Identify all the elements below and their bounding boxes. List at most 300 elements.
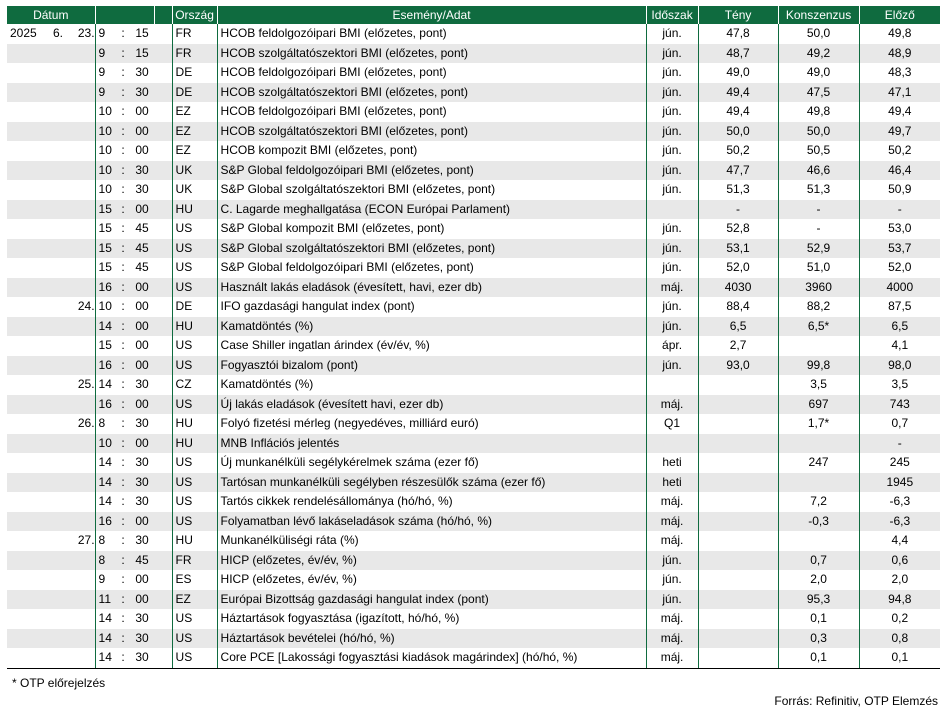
country-code: FR bbox=[172, 24, 217, 44]
actual-value: 53,1 bbox=[698, 239, 778, 259]
time-separator: : bbox=[121, 611, 125, 625]
spacer bbox=[154, 414, 172, 434]
date-month bbox=[45, 102, 71, 122]
time-minute: 00 bbox=[130, 512, 154, 532]
time-hour: 14 bbox=[95, 317, 116, 337]
header-orszag: Ország bbox=[172, 6, 217, 24]
time-separator: : bbox=[121, 182, 125, 196]
table-row bbox=[7, 395, 940, 415]
time-separator: : bbox=[116, 122, 130, 142]
previous-value: 0,6 bbox=[859, 551, 940, 571]
previous-value: 49,7 bbox=[859, 122, 940, 142]
period: jún. bbox=[646, 161, 698, 181]
date-year bbox=[7, 200, 45, 220]
previous-value: 50,2 bbox=[859, 141, 940, 161]
actual-value bbox=[698, 531, 778, 551]
period: Q1 bbox=[646, 414, 698, 434]
actual-value bbox=[698, 629, 778, 649]
time-hour: 8 bbox=[95, 414, 116, 434]
actual-value bbox=[698, 648, 778, 668]
actual-value: 88,4 bbox=[698, 297, 778, 317]
time-separator: : bbox=[116, 551, 130, 571]
time-separator: : bbox=[116, 317, 130, 337]
table-row bbox=[7, 590, 940, 610]
country-code: ES bbox=[172, 570, 217, 590]
country-code: US bbox=[172, 629, 217, 649]
date-month bbox=[45, 63, 71, 83]
previous-value: 4,4 bbox=[859, 531, 940, 551]
table-row bbox=[7, 278, 940, 298]
consensus-value bbox=[778, 434, 859, 454]
date-year bbox=[7, 414, 45, 434]
previous-value: 0,8 bbox=[859, 629, 940, 649]
country-code: HU bbox=[172, 200, 217, 220]
date-year bbox=[7, 590, 45, 610]
time-minute: 00 bbox=[130, 590, 154, 610]
date-month bbox=[45, 44, 71, 64]
date-year bbox=[7, 180, 45, 200]
event-name: HCOB szolgáltatószektori BMI (előzetes, pont) bbox=[217, 122, 646, 142]
time-separator: : bbox=[121, 299, 125, 313]
date-day: 24. bbox=[77, 299, 95, 313]
period: máj. bbox=[646, 395, 698, 415]
consensus-value: - bbox=[778, 219, 859, 239]
table-row bbox=[7, 648, 940, 668]
table-row bbox=[7, 492, 940, 512]
previous-value: 1945 bbox=[859, 473, 940, 493]
spacer bbox=[154, 83, 172, 103]
date-day bbox=[71, 200, 95, 220]
date-year bbox=[7, 161, 45, 181]
actual-value bbox=[698, 570, 778, 590]
period: jún. bbox=[646, 570, 698, 590]
country-code: US bbox=[172, 609, 217, 629]
event-name: S&P Global szolgáltatószektori BMI (előzetes, pont) bbox=[217, 239, 646, 259]
time-hour: 10 bbox=[95, 434, 116, 454]
time-separator: : bbox=[121, 572, 125, 586]
time-hour: 9 bbox=[95, 44, 116, 64]
spacer bbox=[154, 551, 172, 571]
event-name: Fogyasztói bizalom (pont) bbox=[217, 356, 646, 376]
spacer bbox=[154, 297, 172, 317]
actual-value: 47,7 bbox=[698, 161, 778, 181]
time-minute: 00 bbox=[130, 122, 154, 142]
date-day bbox=[71, 395, 95, 415]
date-year bbox=[7, 609, 45, 629]
period: jún. bbox=[646, 317, 698, 337]
time-hour: 9 bbox=[95, 24, 116, 44]
previous-value: 48,9 bbox=[859, 44, 940, 64]
date-year bbox=[7, 551, 45, 571]
time-hour: 9 bbox=[95, 63, 116, 83]
date-month bbox=[45, 492, 71, 512]
date-year bbox=[7, 297, 45, 317]
date-day bbox=[71, 590, 95, 610]
period: máj. bbox=[646, 512, 698, 532]
country-code: HU bbox=[172, 414, 217, 434]
time-minute: 30 bbox=[135, 455, 149, 469]
time-hour: 9 bbox=[95, 83, 116, 103]
country-code: US bbox=[172, 278, 217, 298]
date-day: 25. bbox=[77, 377, 95, 391]
time-minute: 00 bbox=[135, 104, 149, 118]
header-elozo: Előző bbox=[859, 6, 940, 24]
event-name: Új lakás eladások (évesített havi, ezer db) bbox=[217, 395, 646, 415]
table-row bbox=[7, 551, 940, 571]
consensus-value: 247 bbox=[778, 453, 859, 473]
table-row bbox=[7, 570, 940, 590]
country-code: DE bbox=[172, 83, 217, 103]
consensus-value: 50,0 bbox=[778, 24, 859, 44]
spacer bbox=[154, 434, 172, 454]
time-minute: 45 bbox=[130, 239, 154, 259]
previous-value: -6,3 bbox=[859, 512, 940, 532]
date-month bbox=[45, 297, 71, 317]
period: jún. bbox=[646, 297, 698, 317]
time-hour: 16 bbox=[95, 512, 116, 532]
time-separator: : bbox=[121, 533, 125, 547]
spacer bbox=[154, 258, 172, 278]
country-code: US bbox=[172, 258, 217, 278]
time-minute: 00 bbox=[135, 143, 149, 157]
actual-value: 50,0 bbox=[698, 122, 778, 142]
period: jún. bbox=[646, 180, 698, 200]
date-month bbox=[45, 453, 71, 473]
country-code: US bbox=[172, 239, 217, 259]
event-name: Folyó fizetési mérleg (negyedéves, milliárd euró) bbox=[217, 414, 646, 434]
table-row bbox=[7, 200, 940, 220]
date-year bbox=[7, 44, 45, 64]
event-name: Kamatdöntés (%) bbox=[217, 375, 646, 395]
time-minute: 15 bbox=[135, 26, 149, 40]
time-hour: 14 bbox=[95, 609, 116, 629]
event-name: MNB Inflációs jelentés bbox=[217, 434, 646, 454]
time-hour: 14 bbox=[95, 629, 116, 649]
spacer bbox=[154, 122, 172, 142]
event-name: Európai Bizottság gazdasági hangulat index (pont) bbox=[217, 590, 646, 610]
event-name: C. Lagarde meghallgatása (ECON Európai Parlament) bbox=[217, 200, 646, 220]
date-year bbox=[7, 278, 45, 298]
event-name: Folyamatban lévő lakáseladások száma (hó/hó, %) bbox=[217, 512, 646, 532]
time-hour: 10 bbox=[95, 297, 116, 317]
date-year bbox=[7, 512, 45, 532]
date-year bbox=[7, 102, 45, 122]
table-row bbox=[7, 531, 940, 551]
actual-value: - bbox=[698, 200, 778, 220]
consensus-value bbox=[778, 336, 859, 356]
time-hour: 10 bbox=[95, 141, 116, 161]
date-month bbox=[45, 434, 71, 454]
period bbox=[646, 375, 698, 395]
time-separator: : bbox=[116, 239, 130, 259]
actual-value bbox=[698, 395, 778, 415]
time-hour: 10 bbox=[95, 180, 116, 200]
time-hour: 16 bbox=[95, 356, 116, 376]
previous-value: 0,7 bbox=[859, 414, 940, 434]
footnote: * OTP előrejelzés bbox=[12, 676, 106, 690]
date-year bbox=[7, 531, 45, 551]
previous-value: 53,0 bbox=[859, 219, 940, 239]
previous-value: 743 bbox=[859, 395, 940, 415]
date-year bbox=[7, 492, 45, 512]
spacer bbox=[154, 609, 172, 629]
date-day bbox=[71, 83, 95, 103]
previous-value: 94,8 bbox=[859, 590, 940, 610]
spacer bbox=[154, 24, 172, 44]
spacer bbox=[154, 63, 172, 83]
date-year bbox=[7, 395, 45, 415]
time-hour: 15 bbox=[95, 258, 116, 278]
time-separator: : bbox=[116, 83, 130, 103]
event-name: HICP (előzetes, év/év, %) bbox=[217, 570, 646, 590]
time-hour: 10 bbox=[95, 122, 116, 142]
country-code: FR bbox=[172, 44, 217, 64]
time-separator: : bbox=[121, 26, 125, 40]
previous-value: 3,5 bbox=[859, 375, 940, 395]
period: heti bbox=[646, 453, 698, 473]
date-year bbox=[7, 629, 45, 649]
date-month bbox=[45, 200, 71, 220]
event-name: Tartósan munkanélküli segélyben részesülők száma (ezer fő) bbox=[217, 473, 646, 493]
time-hour: 16 bbox=[95, 395, 116, 415]
previous-value: 50,9 bbox=[859, 180, 940, 200]
time-separator: : bbox=[116, 512, 130, 532]
header-konszenzus: Konszenzus bbox=[778, 6, 859, 24]
consensus-value: 49,0 bbox=[778, 63, 859, 83]
date-day: 27. bbox=[77, 533, 95, 547]
event-name: IFO gazdasági hangulat index (pont) bbox=[217, 297, 646, 317]
spacer bbox=[154, 590, 172, 610]
time-minute: 30 bbox=[135, 182, 149, 196]
event-name: Munkanélküliségi ráta (%) bbox=[217, 531, 646, 551]
time-minute: 00 bbox=[130, 317, 154, 337]
event-name: Háztartások bevételei (hó/hó, %) bbox=[217, 629, 646, 649]
event-name: S&P Global feldolgozóipari BMI (előzetes, pont) bbox=[217, 258, 646, 278]
country-code: EZ bbox=[172, 102, 217, 122]
time-separator: : bbox=[116, 434, 130, 454]
time-separator: : bbox=[121, 455, 125, 469]
time-separator: : bbox=[116, 590, 130, 610]
consensus-value: 46,6 bbox=[778, 161, 859, 181]
period: jún. bbox=[646, 24, 698, 44]
time-separator: : bbox=[116, 356, 130, 376]
time-minute: 00 bbox=[135, 338, 149, 352]
event-name: HCOB feldolgozóipari BMI (előzetes, pont) bbox=[217, 102, 646, 122]
date-year bbox=[7, 258, 45, 278]
spacer bbox=[154, 180, 172, 200]
time-minute: 15 bbox=[130, 44, 154, 64]
date-month bbox=[45, 219, 71, 239]
time-separator: : bbox=[121, 338, 125, 352]
period: jún. bbox=[646, 122, 698, 142]
date-month bbox=[45, 590, 71, 610]
actual-value bbox=[698, 551, 778, 571]
date-day: 26. bbox=[77, 416, 95, 430]
time-hour: 14 bbox=[95, 375, 116, 395]
period: máj. bbox=[646, 609, 698, 629]
previous-value: 49,8 bbox=[859, 24, 940, 44]
time-hour: 15 bbox=[95, 336, 116, 356]
actual-value bbox=[698, 492, 778, 512]
date-month bbox=[45, 239, 71, 259]
date-year bbox=[7, 83, 45, 103]
date-day bbox=[71, 512, 95, 532]
event-name: S&P Global szolgáltatószektori BMI (előzetes, pont) bbox=[217, 180, 646, 200]
time-separator: : bbox=[116, 278, 130, 298]
table-row bbox=[7, 24, 940, 44]
period: jún. bbox=[646, 141, 698, 161]
period: ápr. bbox=[646, 336, 698, 356]
time-hour: 9 bbox=[95, 570, 116, 590]
date-month bbox=[45, 122, 71, 142]
date-month bbox=[45, 629, 71, 649]
country-code: US bbox=[172, 648, 217, 668]
spacer bbox=[154, 317, 172, 337]
date-day bbox=[71, 141, 95, 161]
spacer bbox=[154, 336, 172, 356]
table-row bbox=[7, 336, 940, 356]
consensus-value: 3,5 bbox=[778, 375, 859, 395]
actual-value: 93,0 bbox=[698, 356, 778, 376]
period: jún. bbox=[646, 551, 698, 571]
spacer bbox=[154, 648, 172, 668]
previous-value: 2,0 bbox=[859, 570, 940, 590]
consensus-value: 88,2 bbox=[778, 297, 859, 317]
period: jún. bbox=[646, 590, 698, 610]
time-hour: 8 bbox=[95, 551, 116, 571]
consensus-value: 49,8 bbox=[778, 102, 859, 122]
period: jún. bbox=[646, 83, 698, 103]
actual-value: 49,4 bbox=[698, 83, 778, 103]
consensus-value: 52,9 bbox=[778, 239, 859, 259]
table-row bbox=[7, 609, 940, 629]
time-minute: 00 bbox=[135, 299, 149, 313]
period: jún. bbox=[646, 258, 698, 278]
date-year bbox=[7, 336, 45, 356]
spacer bbox=[154, 629, 172, 649]
time-separator: : bbox=[121, 143, 125, 157]
country-code: EZ bbox=[172, 141, 217, 161]
date-year: 2025 bbox=[10, 26, 37, 40]
date-day bbox=[71, 122, 95, 142]
time-separator: : bbox=[121, 416, 125, 430]
event-name: Tartós cikkek rendelésállománya (hó/hó, %) bbox=[217, 492, 646, 512]
spacer bbox=[154, 453, 172, 473]
date-year bbox=[7, 453, 45, 473]
date-month bbox=[45, 83, 71, 103]
date-day bbox=[71, 473, 95, 493]
date-day bbox=[71, 102, 95, 122]
time-minute: 45 bbox=[135, 221, 149, 235]
time-minute: 30 bbox=[135, 533, 149, 547]
event-name: Case Shiller ingatlan árindex (év/év, %) bbox=[217, 336, 646, 356]
date-day bbox=[71, 356, 95, 376]
consensus-value: 51,3 bbox=[778, 180, 859, 200]
time-hour: 10 bbox=[95, 161, 116, 181]
date-year bbox=[7, 317, 45, 337]
date-day bbox=[71, 570, 95, 590]
period: máj. bbox=[646, 629, 698, 649]
header-spacer bbox=[154, 6, 172, 24]
time-minute: 30 bbox=[135, 494, 149, 508]
time-hour: 14 bbox=[95, 492, 116, 512]
previous-value: - bbox=[859, 200, 940, 220]
spacer bbox=[154, 219, 172, 239]
time-minute: 30 bbox=[130, 629, 154, 649]
date-month bbox=[45, 395, 71, 415]
table-row bbox=[7, 219, 940, 239]
date-day bbox=[71, 278, 95, 298]
table-row bbox=[7, 356, 940, 376]
table-row bbox=[7, 44, 940, 64]
time-separator: : bbox=[121, 221, 125, 235]
date-month bbox=[45, 375, 71, 395]
spacer bbox=[154, 395, 172, 415]
time-hour: 15 bbox=[95, 200, 116, 220]
date-year bbox=[7, 219, 45, 239]
spacer bbox=[154, 356, 172, 376]
table-row bbox=[7, 512, 940, 532]
date-month bbox=[45, 648, 71, 668]
actual-value bbox=[698, 414, 778, 434]
table-row bbox=[7, 161, 940, 181]
date-month: 6. bbox=[52, 26, 63, 40]
country-code: US bbox=[172, 395, 217, 415]
date-year bbox=[7, 434, 45, 454]
event-name: S&P Global feldolgozóipari BMI (előzetes, pont) bbox=[217, 161, 646, 181]
event-name: Használt lakás eladások (évesített, havi, ezer db) bbox=[217, 278, 646, 298]
time-minute: 00 bbox=[135, 572, 149, 586]
previous-value: 87,5 bbox=[859, 297, 940, 317]
date-day bbox=[71, 434, 95, 454]
actual-value bbox=[698, 473, 778, 493]
event-name: HCOB szolgáltatószektori BMI (előzetes, pont) bbox=[217, 44, 646, 64]
consensus-value: 0,3 bbox=[778, 629, 859, 649]
actual-value bbox=[698, 609, 778, 629]
spacer bbox=[154, 473, 172, 493]
spacer bbox=[154, 161, 172, 181]
spacer bbox=[154, 570, 172, 590]
header-datum: Dátum bbox=[7, 6, 95, 24]
actual-value: 6,5 bbox=[698, 317, 778, 337]
spacer bbox=[154, 278, 172, 298]
period: máj. bbox=[646, 278, 698, 298]
event-name: Core PCE [Lakossági fogyasztási kiadások magárindex] (hó/hó, %) bbox=[217, 648, 646, 668]
period bbox=[646, 434, 698, 454]
spacer bbox=[154, 141, 172, 161]
date-day bbox=[71, 492, 95, 512]
country-code: US bbox=[172, 336, 217, 356]
period: máj. bbox=[646, 531, 698, 551]
time-hour: 16 bbox=[95, 278, 116, 298]
previous-value: 0,2 bbox=[859, 609, 940, 629]
table-row bbox=[7, 63, 940, 83]
spacer bbox=[154, 531, 172, 551]
event-name: HICP (előzetes, év/év, %) bbox=[217, 551, 646, 571]
source-note: Forrás: Refinitiv, OTP Elemzés bbox=[774, 694, 938, 708]
country-code: US bbox=[172, 512, 217, 532]
event-name: Új munkanélküli segélykérelmek száma (ezer fő) bbox=[217, 453, 646, 473]
table-row bbox=[7, 102, 940, 122]
country-code: CZ bbox=[172, 375, 217, 395]
country-code: FR bbox=[172, 551, 217, 571]
date-day bbox=[71, 336, 95, 356]
previous-value: 4000 bbox=[859, 278, 940, 298]
table-row bbox=[7, 239, 940, 259]
consensus-value: 49,2 bbox=[778, 44, 859, 64]
spacer bbox=[154, 375, 172, 395]
time-separator: : bbox=[116, 161, 130, 181]
